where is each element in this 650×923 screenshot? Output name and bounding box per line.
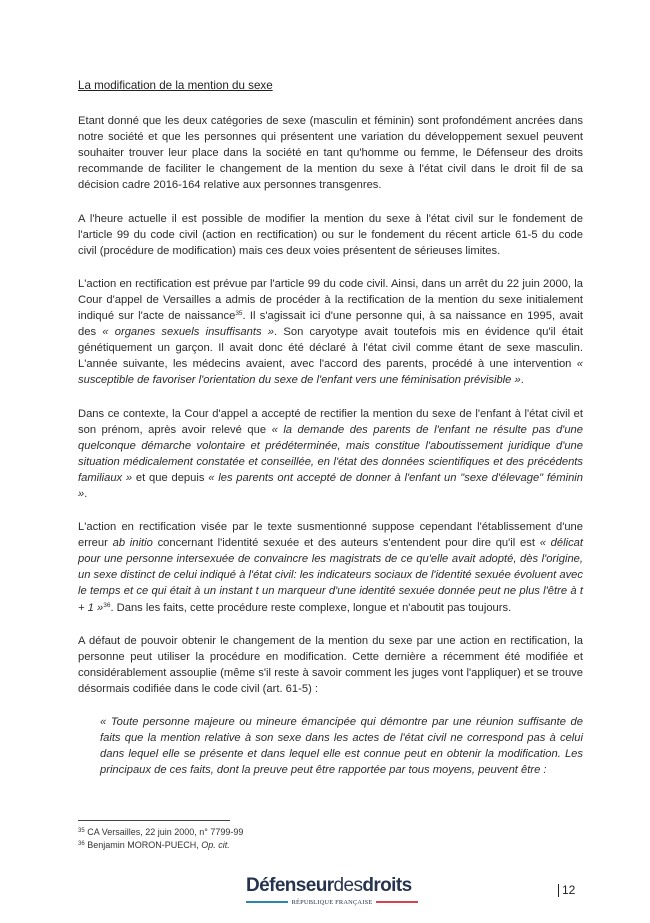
logo-subtitle: RÉPUBLIQUE FRANÇAISE [291, 898, 373, 906]
red-line [376, 901, 418, 903]
legal-quote [100, 714, 583, 778]
paragraph-3 [78, 276, 583, 389]
paragraph-6: A défaut de pouvoir obtenir le changement de la mention du sexe par une action en rectification, la personne peut utiliser la procédure en modification. Cette dernière a récemment été modifiée et considérablement assouplie (même s'il reste à savoir comment les juges vont l'appliquer) et se trouve désormais codifiée dans le code civil (art. 61-5) : [78, 634, 583, 695]
logo-wordmark [246, 876, 418, 896]
logo-part: Défenseur [246, 875, 334, 896]
footnote-35 [78, 826, 243, 839]
paragraph-5 [78, 519, 583, 616]
section-heading: La modification de la mention du sexe [78, 79, 273, 92]
text: . Dans les faits, cette procédure reste complexe, longue et n'aboutit pas toujours. [110, 601, 512, 614]
footnote-number: 36 [78, 841, 85, 847]
document-body [78, 78, 583, 795]
paragraph-2: A l'heure actuelle il est possible de modifier la mention du sexe à l'état civil sur le fondement de l'article 99 du code civil (action en rectification) ou sur le fondement du récent article 61-5 du code civil (procédure de modification) mais ces deux voies présentent de sérieuses limites. [78, 212, 583, 257]
footnote-text: CA Versailles, 22 juin 2000, n° 7799-99 [84, 827, 244, 837]
text: . [520, 374, 524, 387]
paragraph-1: Etant donné que les deux catégories de sexe (masculin et féminin) sont profondément ancrées dans notre société et que les personnes qui présentent une variation du développement sexuel peuvent souhaiter trouver leur place dans la société en tant qu'homme ou femme, le Défenseur des droits recommande de faciliter le changement de la mention du sexe à l'état civil dans le droit fil de sa décision cadre 2016-164 relative aux personnes transgenres. [78, 115, 583, 192]
footnote-ref-36[interactable]: 36 [103, 601, 111, 609]
text: et que depuis [132, 471, 209, 484]
quote-text: « Toute personne majeure ou mineure émancipée qui démontre par une réunion suffisante de faits que la mention relative à son sexe dans les actes de l'état civil ne correspond pas à celui dans lequel elle se présente et dans lequel elle est connue peut en obtenir la modification. Les principaux de ces faits, dont la preuve peut être rapportée par tous moyens, peuvent être : [100, 716, 583, 777]
footnotes [78, 826, 243, 852]
footnote-number: 35 [78, 828, 85, 834]
logo-subtitle-bar [246, 898, 418, 906]
footnote-divider [78, 820, 230, 821]
defenseur-des-droits-logo [246, 876, 418, 906]
footnote-ref-35[interactable]: 35 [235, 310, 243, 318]
text: L'action en rectification est prévue par l'article 99 du code civil. Ainsi, dans un arrêt du 22 juin 2000, la Cour d'appel de Versailles a admis de procéder à la rectification de la mention du sexe initialement indiqué sur l'acte de naissance [78, 277, 583, 323]
quoted-text: « susceptible de favoriser l'orientation du sexe de l'enfant vers une féminisation prévisible » [78, 358, 583, 387]
text: . [84, 487, 88, 500]
text: L'action en rectification visée par le texte susmentionné suppose cependant l'établissement d'une erreur [78, 521, 583, 550]
paragraph-4 [78, 406, 583, 503]
footnote-text: Benjamin MORON-PUECH, [84, 840, 202, 850]
quoted-text: « organes sexuels insuffisants » [102, 326, 275, 339]
logo-part: des [333, 875, 363, 896]
footnote-text-italic: Op. cit. [201, 840, 230, 850]
text: . Son caryotype avait toutefois mis en évidence qu'il était génétiquement un garçon. Il avait donc été déclaré à l'état civil comme étant de sexe masculin. L'année suivante, les médecins avaient, avec l'accord des parents, procédé à une intervention [78, 326, 583, 371]
text: . Il s'agissait ici d'une personne qui, à sa naissance en 1995, avait des [78, 310, 583, 339]
logo-part: droits [362, 875, 412, 896]
blue-line [246, 901, 288, 903]
page-number: 12 [558, 884, 575, 897]
quoted-text: « délicat pour une personne intersexuée de convaincre les magistrats de ce qu'elle avait adopté, dès l'origine, un sexe distinct de celui indiqué à l'état civil: les indicateurs sociaux de l'identité sexuée évoluent avec le temps et ce qui était à un instant t un marqueur d'une identité sexuée donnée peut ne plus l'être à t + 1 » [78, 537, 584, 614]
latin-term: ab initio [112, 537, 153, 550]
text: Dans ce contexte, la Cour d'appel a accepté de rectifier la mention du sexe de l'enfant à l'état civil et son prénom, après avoir relevé que [78, 407, 583, 436]
quoted-text: « la demande des parents de l'enfant ne résulte pas d'une quelconque démarche volontaire et prédéterminée, mais constitue l'aboutissement juridique d'une situation médicalement constatée et conseillée, en l'état des données scientifiques et des précédents familiaux » [78, 423, 583, 484]
quoted-text: « les parents ont accepté de donner à l'enfant un "sexe d'élevage" féminin » [78, 471, 583, 500]
text: concernant l'identité sexuée et des auteurs s'entendent pour dire qu'il est [152, 537, 540, 550]
footnote-36 [78, 839, 243, 852]
